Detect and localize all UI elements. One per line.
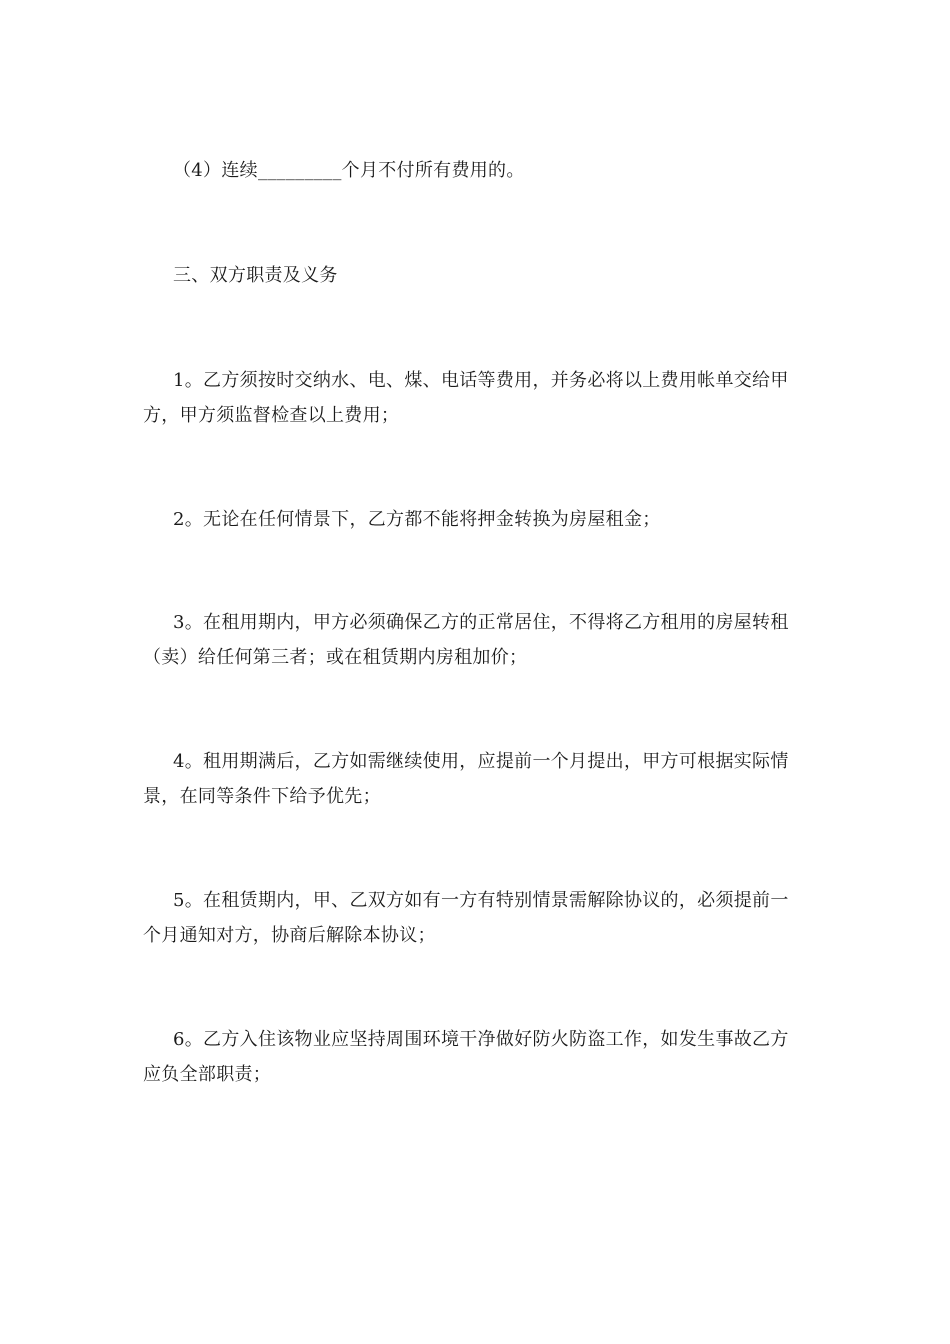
duty-item-2: 2。无论在任何情景下，乙方都不能将押金转换为房屋租金；: [173, 509, 661, 530]
duty-item-6: 6。乙方入住该物业应坚持周围环境干净做好防火防盗工作，如发生事故乙方应负全部职责；: [143, 1029, 789, 1085]
duty-item-4: 4。租用期满后，乙方如需继续使用，应提前一个月提出，甲方可根据实际情景，在同等条件下给予优先；: [143, 751, 789, 807]
duty-item-1: 1。乙方须按时交纳水、电、煤、电话等费用，并务必将以上费用帐单交给甲方，甲方须监督检查以上费用；: [143, 370, 789, 426]
section-heading-duties: 三、双方职责及义务: [173, 265, 338, 286]
clause-4-unpaid-fees: （4）连续_________个月不付所有费用的。: [173, 160, 525, 181]
duty-item-5: 5。在租赁期内，甲、乙双方如有一方有特别情景需解除协议的，必须提前一个月通知对方，协商后解除本协议；: [143, 890, 789, 946]
duty-item-3: 3。在租用期内，甲方必须确保乙方的正常居住，不得将乙方租用的房屋转租（卖）给任何第三者；或在租赁期内房租加价；: [143, 612, 789, 668]
